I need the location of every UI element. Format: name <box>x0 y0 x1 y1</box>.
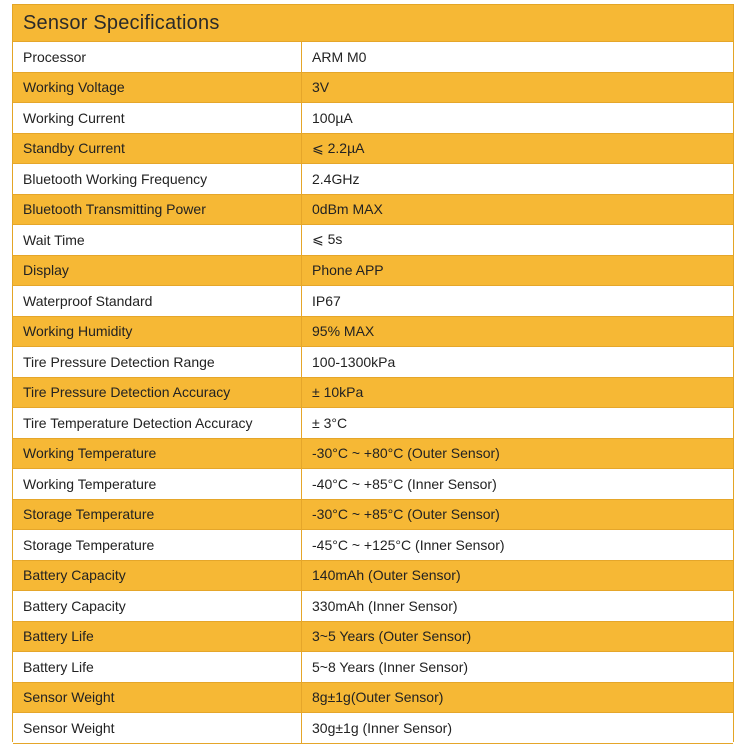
value-cell: 3V <box>302 72 734 103</box>
value-cell: 100-1300kPa <box>302 347 734 378</box>
spec-card <box>12 4 734 742</box>
table-row <box>13 255 733 286</box>
param-cell: Sensor Weight <box>13 682 302 713</box>
param-cell: Battery Life <box>13 621 302 652</box>
param-cell: Processor <box>13 42 302 73</box>
value-cell: 95% MAX <box>302 316 734 347</box>
table-row <box>13 377 733 408</box>
table-row <box>13 530 733 561</box>
param-cell: Display <box>13 255 302 286</box>
param-cell: Standby Current <box>13 133 302 164</box>
table-row <box>13 469 733 500</box>
table-row <box>13 164 733 195</box>
param-cell: Working Temperature <box>13 469 302 500</box>
table-row <box>13 225 733 256</box>
value-cell: -45°C ~ +125°C (Inner Sensor) <box>302 530 734 561</box>
table-row <box>13 194 733 225</box>
table-row <box>13 286 733 317</box>
spec-table-body <box>13 42 733 744</box>
table-row <box>13 438 733 469</box>
param-cell: Sensor Weight <box>13 713 302 744</box>
table-row <box>13 713 733 744</box>
value-cell: 5~8 Years (Inner Sensor) <box>302 652 734 683</box>
table-row <box>13 408 733 439</box>
param-cell: Working Humidity <box>13 316 302 347</box>
param-cell: Working Current <box>13 103 302 134</box>
table-row <box>13 316 733 347</box>
param-cell: Waterproof Standard <box>13 286 302 317</box>
value-cell: ⩽ 5s <box>302 225 734 256</box>
param-cell: Storage Temperature <box>13 530 302 561</box>
value-cell: Phone APP <box>302 255 734 286</box>
param-cell: Bluetooth Working Frequency <box>13 164 302 195</box>
param-cell: Battery Life <box>13 652 302 683</box>
value-cell: 100µA <box>302 103 734 134</box>
table-row <box>13 560 733 591</box>
table-row <box>13 682 733 713</box>
value-cell: 330mAh (Inner Sensor) <box>302 591 734 622</box>
param-cell: Storage Temperature <box>13 499 302 530</box>
param-cell: Tire Temperature Detection Accuracy <box>13 408 302 439</box>
param-cell: Working Voltage <box>13 72 302 103</box>
table-row <box>13 347 733 378</box>
value-cell: -30°C ~ +80°C (Outer Sensor) <box>302 438 734 469</box>
value-cell: -30°C ~ +85°C (Outer Sensor) <box>302 499 734 530</box>
value-cell: 30g±1g (Inner Sensor) <box>302 713 734 744</box>
value-cell: -40°C ~ +85°C (Inner Sensor) <box>302 469 734 500</box>
table-row <box>13 499 733 530</box>
table-row <box>13 72 733 103</box>
param-cell: Bluetooth Transmitting Power <box>13 194 302 225</box>
spec-table <box>13 41 733 744</box>
param-cell: Wait Time <box>13 225 302 256</box>
value-cell: 0dBm MAX <box>302 194 734 225</box>
page-title: Sensor Specifications <box>23 12 220 34</box>
value-cell: 2.4GHz <box>302 164 734 195</box>
param-cell: Tire Pressure Detection Accuracy <box>13 377 302 408</box>
value-cell: ⩽ 2.2µA <box>302 133 734 164</box>
param-cell: Battery Capacity <box>13 591 302 622</box>
table-row <box>13 652 733 683</box>
value-cell: ± 3°C <box>302 408 734 439</box>
value-cell: ARM M0 <box>302 42 734 73</box>
value-cell: 3~5 Years (Outer Sensor) <box>302 621 734 652</box>
table-row <box>13 621 733 652</box>
value-cell: IP67 <box>302 286 734 317</box>
param-cell: Tire Pressure Detection Range <box>13 347 302 378</box>
table-row <box>13 42 733 73</box>
table-row <box>13 591 733 622</box>
value-cell: 8g±1g(Outer Sensor) <box>302 682 734 713</box>
value-cell: 140mAh (Outer Sensor) <box>302 560 734 591</box>
table-row <box>13 133 733 164</box>
param-cell: Working Temperature <box>13 438 302 469</box>
param-cell: Battery Capacity <box>13 560 302 591</box>
value-cell: ± 10kPa <box>302 377 734 408</box>
table-row <box>13 103 733 134</box>
